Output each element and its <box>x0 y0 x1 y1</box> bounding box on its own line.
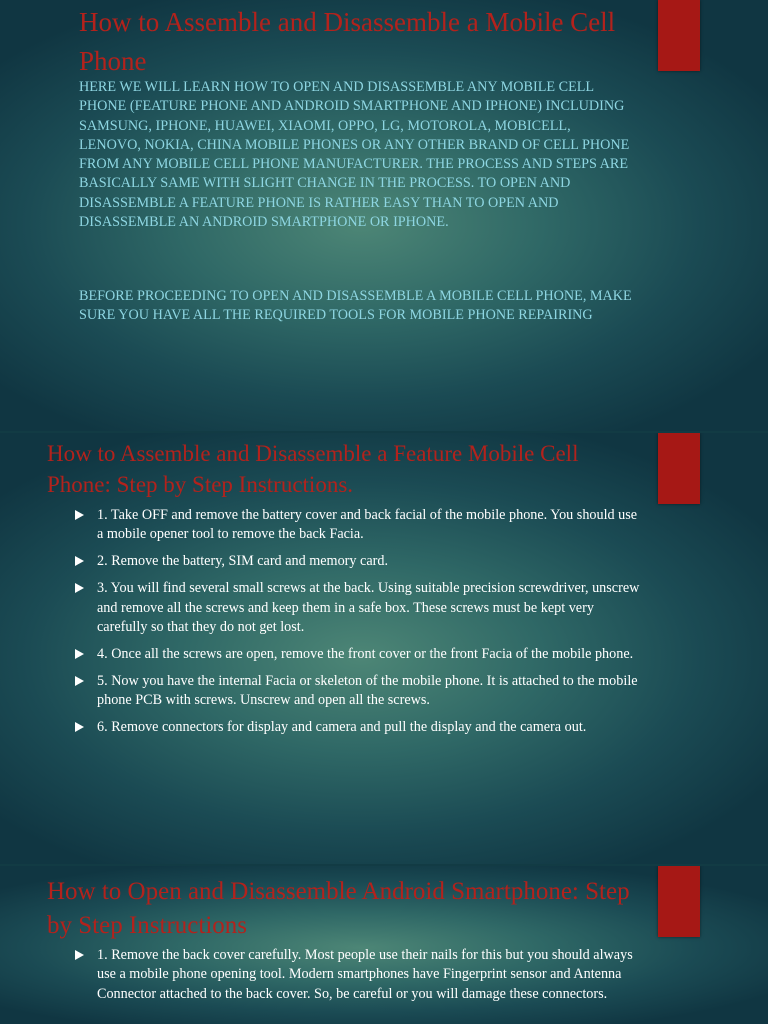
triangle-right-icon <box>75 556 84 566</box>
slide-title: How to Assemble and Disassemble a Feature Mobile Cell Phone: Step by Step Instructions. <box>47 441 579 497</box>
list-item-text: 1. Remove the back cover carefully. Most people use their nails for this but you should always use a mobile phone opening tool. Modern smartphones have Fingerprint sensor and Antenna Connector attached to the back cover. So, be careful or you will damage these connectors. <box>97 947 633 1002</box>
tools-paragraph: BEFORE PROCEEDING TO OPEN AND DISASSEMBLE A MOBILE CELL PHONE, MAKE SURE YOU HAVE ALL THE REQUIRED TOOLS FOR MOBILE PHONE REPAIRING <box>79 288 632 324</box>
list-item-text: 4. Once all the screws are open, remove the front cover or the front Facia of the mobile phone. <box>97 645 634 662</box>
slide-title: How to Assemble and Disassemble a Mobile Cell Phone <box>79 7 616 76</box>
list-item <box>75 946 640 1004</box>
slide-android-smartphone <box>0 866 768 1024</box>
list-item-text: 1. Take OFF and remove the battery cover and back facial of the mobile phone. You should use a mobile opener tool to remove the back Facia. <box>97 507 638 543</box>
triangle-right-icon <box>75 510 84 520</box>
slide-title: How to Open and Disassemble Android Smartphone: Step by Step Instructions <box>47 878 630 939</box>
triangle-right-icon <box>75 722 84 732</box>
list-item-text: 2. Remove the battery, SIM card and memory card. <box>97 553 389 570</box>
list-item-text: 6. Remove connectors for display and camera and pull the display and the camera out. <box>97 719 587 736</box>
slide-feature-phone <box>0 433 768 864</box>
accent-bar <box>658 866 700 937</box>
step-list <box>75 506 640 745</box>
list-item-text: 5. Now you have the internal Facia or skeleton of the mobile phone. It is attached to the mobile phone PCB with screws. Unscrew and open all the screws. <box>97 672 638 709</box>
list-item <box>75 506 640 545</box>
slide-intro <box>0 0 768 431</box>
list-item <box>75 579 640 637</box>
list-item <box>75 552 640 571</box>
list-item <box>75 645 640 664</box>
accent-bar <box>658 0 700 71</box>
triangle-right-icon <box>75 676 84 686</box>
triangle-right-icon <box>75 583 84 593</box>
triangle-right-icon <box>75 950 84 960</box>
list-item <box>75 718 640 737</box>
triangle-right-icon <box>75 649 84 659</box>
list-item-text: 3. You will find several small screws at the back. Using suitable precision screwdriver, unscrew and remove all the screws and keep them in a safe box. These screws must be kept very carefully so that they do not get lost. <box>97 580 640 636</box>
intro-paragraph: HERE WE WILL LEARN HOW TO OPEN AND DISASSEMBLE ANY MOBILE CELL PHONE (FEATURE PHONE AND ANDROID SMARTPHONE AND IPHONE) INCLUDING SAMSUNG, IPHONE, HUAWEI, XIAOMI, OPPO, LG, MOTOROLA, MOBICELL, LENOVO, NOKIA, CHINA MOBILE PHONES OR ANY OTHER BRAND OF CELL PHONE FROM ANY MOBILE CELL PHONE MANUFACTURER. THE PROCESS AND STEPS ARE BASICALLY SAME WITH SLIGHT CHANGE IN THE PROCESS. TO OPEN AND DISASSEMBLE A FEATURE PHONE IS RATHER EASY THAN TO OPEN AND DISASSEMBLE AN ANDROID SMARTPHONE OR IPHONE. <box>79 79 630 231</box>
accent-bar <box>658 433 700 504</box>
list-item <box>75 672 640 711</box>
step-list <box>75 946 640 1012</box>
